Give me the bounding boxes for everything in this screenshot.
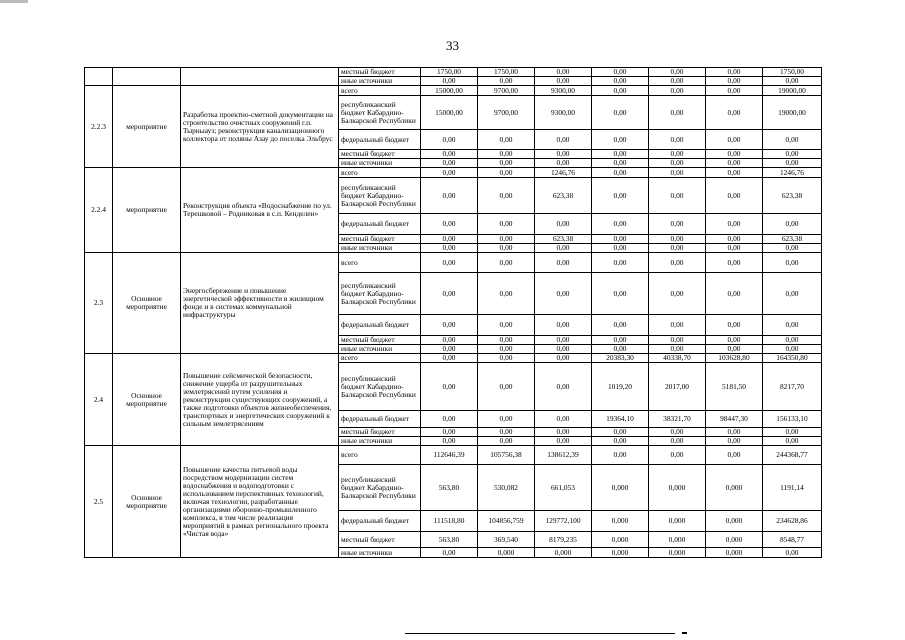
value-cell: 40338,70 xyxy=(649,354,706,363)
value-cell: 0,000 xyxy=(649,548,706,558)
value-cell: 0,00 xyxy=(592,130,649,150)
value-cell: 5181,50 xyxy=(706,363,763,411)
value-cell: 0,000 xyxy=(706,511,763,532)
value-cell: 0,00 xyxy=(763,130,822,150)
value-cell: 0,00 xyxy=(706,130,763,150)
value-cell: 0,00 xyxy=(592,446,649,465)
value-cell: 0,00 xyxy=(592,244,649,253)
value-cell: 1750,00 xyxy=(763,68,822,77)
value-cell: 0,00 xyxy=(478,354,535,363)
value-cell: 0,00 xyxy=(478,428,535,437)
source-label: иные источники xyxy=(339,77,421,86)
value-cell: 0,00 xyxy=(592,345,649,354)
value-cell: 0,00 xyxy=(421,548,478,558)
value-cell: 0,00 xyxy=(649,150,706,159)
item-description: Повышение сейсмической безопасности, снижение ущерба от разрушительных землетрясений путем усиления и реконструкции существующих сооружений, а также подготовки объектов жизнеобеспечения, транспортных и энергетических сооружений к сильным землетрясениям xyxy=(181,354,339,446)
value-cell: 0,00 xyxy=(592,437,649,446)
value-cell: 0,00 xyxy=(649,273,706,315)
value-cell: 1019,20 xyxy=(592,363,649,411)
value-cell: 0,00 xyxy=(592,159,649,168)
budget-table xyxy=(84,67,822,558)
value-cell: 0,00 xyxy=(592,150,649,159)
footer-rule xyxy=(405,633,675,634)
item-number: 2.5 xyxy=(85,446,113,558)
value-cell: 0,00 xyxy=(421,253,478,273)
value-cell: 0,00 xyxy=(592,428,649,437)
value-cell: 0,00 xyxy=(649,130,706,150)
value-cell: 0,00 xyxy=(478,178,535,214)
value-cell: 0,000 xyxy=(706,548,763,558)
empty-cell xyxy=(85,68,113,86)
value-cell: 105756,38 xyxy=(478,446,535,465)
value-cell: 0,00 xyxy=(763,214,822,235)
value-cell: 0,00 xyxy=(535,159,592,168)
item-type: мероприятие xyxy=(113,86,181,168)
source-label: иные источники xyxy=(339,548,421,558)
item-type: мероприятие xyxy=(113,168,181,253)
value-cell: 0,00 xyxy=(763,77,822,86)
value-cell: 0,00 xyxy=(421,244,478,253)
value-cell: 0,00 xyxy=(706,244,763,253)
source-label: местный бюджет xyxy=(339,336,421,345)
source-label: федеральный бюджет xyxy=(339,130,421,150)
table-row xyxy=(85,68,822,77)
value-cell: 623,38 xyxy=(535,178,592,214)
value-cell: 0,00 xyxy=(535,336,592,345)
value-cell: 0,00 xyxy=(535,345,592,354)
value-cell: 19364,10 xyxy=(592,411,649,428)
value-cell: 0,00 xyxy=(421,363,478,411)
value-cell: 0,00 xyxy=(421,214,478,235)
source-label: республиканский бюджет Кабардино-Балкарской Республики xyxy=(339,178,421,214)
value-cell: 0,00 xyxy=(763,273,822,315)
table-row xyxy=(85,354,822,363)
source-label: иные источники xyxy=(339,345,421,354)
value-cell: 0,00 xyxy=(592,235,649,244)
value-cell: 0,00 xyxy=(592,86,649,96)
value-cell: 369,540 xyxy=(478,532,535,548)
value-cell: 0,00 xyxy=(478,130,535,150)
value-cell: 9700,00 xyxy=(478,86,535,96)
value-cell: 0,00 xyxy=(649,96,706,130)
scan-corner-mark xyxy=(0,0,28,3)
value-cell: 0,00 xyxy=(592,178,649,214)
value-cell: 0,00 xyxy=(649,214,706,235)
value-cell: 661,053 xyxy=(535,465,592,511)
source-label: всего xyxy=(339,86,421,96)
value-cell: 0,00 xyxy=(763,548,822,558)
value-cell: 0,00 xyxy=(592,214,649,235)
value-cell: 0,00 xyxy=(535,273,592,315)
value-cell: 244368,77 xyxy=(763,446,822,465)
value-cell: 156133,10 xyxy=(763,411,822,428)
source-label: республиканский бюджет Кабардино-Балкарской Республики xyxy=(339,363,421,411)
value-cell: 0,00 xyxy=(649,68,706,77)
value-cell: 112646,39 xyxy=(421,446,478,465)
source-label: иные источники xyxy=(339,244,421,253)
value-cell: 0,00 xyxy=(478,150,535,159)
value-cell: 8548,77 xyxy=(763,532,822,548)
value-cell: 0,000 xyxy=(649,532,706,548)
value-cell: 0,00 xyxy=(421,273,478,315)
value-cell: 0,00 xyxy=(706,96,763,130)
source-label: всего xyxy=(339,354,421,363)
value-cell: 0,00 xyxy=(535,150,592,159)
value-cell: 0,00 xyxy=(706,446,763,465)
value-cell: 0,00 xyxy=(592,336,649,345)
value-cell: 0,00 xyxy=(478,336,535,345)
item-description: Энергосбережение и повышение энергетической эффективности в жилищном фонде и в системах коммунальной инфраструктуры xyxy=(181,253,339,354)
source-label: всего xyxy=(339,446,421,465)
value-cell: 0,00 xyxy=(763,253,822,273)
value-cell: 0,00 xyxy=(763,345,822,354)
value-cell: 0,00 xyxy=(649,446,706,465)
value-cell: 9300,00 xyxy=(535,86,592,96)
value-cell: 0,00 xyxy=(592,168,649,178)
value-cell: 8217,70 xyxy=(763,363,822,411)
value-cell: 0,00 xyxy=(763,428,822,437)
item-number: 2.4 xyxy=(85,354,113,446)
value-cell: 0,00 xyxy=(592,68,649,77)
value-cell: 0,00 xyxy=(649,168,706,178)
item-number: 2.2.4 xyxy=(85,168,113,253)
value-cell: 0,00 xyxy=(706,253,763,273)
value-cell: 129772,100 xyxy=(535,511,592,532)
value-cell: 0,00 xyxy=(649,253,706,273)
value-cell: 0,00 xyxy=(421,411,478,428)
value-cell: 0,00 xyxy=(706,168,763,178)
value-cell: 0,00 xyxy=(478,411,535,428)
value-cell: 20383,30 xyxy=(592,354,649,363)
value-cell: 15000,00 xyxy=(421,96,478,130)
value-cell: 0,00 xyxy=(421,178,478,214)
value-cell: 0,000 xyxy=(592,548,649,558)
source-label: местный бюджет xyxy=(339,532,421,548)
item-description: Повышение качества питьевой воды посредством модернизации систем водоснабжения и водоподготовки с использованием перспективных технологий, включая технологии, разработанные организациями оборонно-промышленного комплекса, в том числе реализация мероприятий в рамках регионального проекта «Чистая вода» xyxy=(181,446,339,558)
value-cell: 0,00 xyxy=(478,244,535,253)
value-cell: 0,00 xyxy=(478,437,535,446)
value-cell: 98447,30 xyxy=(706,411,763,428)
value-cell: 2017,00 xyxy=(649,363,706,411)
value-cell: 623,38 xyxy=(763,235,822,244)
value-cell: 1750,00 xyxy=(478,68,535,77)
value-cell: 0,000 xyxy=(706,465,763,511)
value-cell: 0,00 xyxy=(649,178,706,214)
value-cell: 0,00 xyxy=(706,68,763,77)
value-cell: 0,00 xyxy=(478,345,535,354)
value-cell: 0,000 xyxy=(649,511,706,532)
value-cell: 0,00 xyxy=(535,411,592,428)
item-type: Основное мероприятие xyxy=(113,446,181,558)
value-cell: 0,00 xyxy=(706,235,763,244)
source-label: федеральный бюджет xyxy=(339,315,421,336)
value-cell: 0,00 xyxy=(421,159,478,168)
value-cell: 0,00 xyxy=(592,96,649,130)
value-cell: 0,00 xyxy=(535,315,592,336)
item-type: Основное мероприятие xyxy=(113,354,181,446)
source-label: республиканский бюджет Кабардино-Балкарской Республики xyxy=(339,96,421,130)
value-cell: 0,00 xyxy=(763,150,822,159)
value-cell: 0,00 xyxy=(535,214,592,235)
value-cell: 0,00 xyxy=(649,159,706,168)
value-cell: 530,082 xyxy=(478,465,535,511)
value-cell: 0,000 xyxy=(592,511,649,532)
value-cell: 0,00 xyxy=(706,77,763,86)
value-cell: 0,00 xyxy=(421,150,478,159)
value-cell: 234628,86 xyxy=(763,511,822,532)
value-cell: 0,000 xyxy=(478,548,535,558)
value-cell: 0,00 xyxy=(592,315,649,336)
source-label: иные источники xyxy=(339,159,421,168)
value-cell: 0,00 xyxy=(649,336,706,345)
value-cell: 164350,80 xyxy=(763,354,822,363)
source-label: республиканский бюджет Кабардино-Балкарской Республики xyxy=(339,465,421,511)
value-cell: 0,00 xyxy=(478,315,535,336)
value-cell: 19000,00 xyxy=(763,86,822,96)
source-label: федеральный бюджет xyxy=(339,511,421,532)
empty-cell xyxy=(181,68,339,86)
value-cell: 0,00 xyxy=(706,437,763,446)
value-cell: 623,38 xyxy=(535,235,592,244)
value-cell: 0,00 xyxy=(535,77,592,86)
value-cell: 0,00 xyxy=(478,77,535,86)
empty-cell xyxy=(113,68,181,86)
value-cell: 623,38 xyxy=(763,178,822,214)
value-cell: 0,00 xyxy=(535,428,592,437)
value-cell: 0,000 xyxy=(706,532,763,548)
value-cell: 0,00 xyxy=(592,273,649,315)
value-cell: 0,00 xyxy=(421,437,478,446)
value-cell: 0,00 xyxy=(649,235,706,244)
value-cell: 138612,39 xyxy=(535,446,592,465)
value-cell: 0,00 xyxy=(421,336,478,345)
value-cell: 8179,235 xyxy=(535,532,592,548)
value-cell: 0,00 xyxy=(649,77,706,86)
item-number: 2.3 xyxy=(85,253,113,354)
value-cell: 563,80 xyxy=(421,465,478,511)
value-cell: 0,000 xyxy=(592,465,649,511)
source-label: местный бюджет xyxy=(339,235,421,244)
value-cell: 0,00 xyxy=(535,354,592,363)
source-label: всего xyxy=(339,168,421,178)
source-label: иные источники xyxy=(339,437,421,446)
item-number: 2.2.3 xyxy=(85,86,113,168)
value-cell: 0,000 xyxy=(535,548,592,558)
value-cell: 1246,76 xyxy=(763,168,822,178)
table-row xyxy=(85,446,822,465)
value-cell: 0,000 xyxy=(592,532,649,548)
value-cell: 9700,00 xyxy=(478,96,535,130)
value-cell: 0,00 xyxy=(478,253,535,273)
footer-dash xyxy=(682,632,687,634)
value-cell: 0,00 xyxy=(592,77,649,86)
source-label: федеральный бюджет xyxy=(339,411,421,428)
value-cell: 0,00 xyxy=(706,150,763,159)
value-cell: 1191,14 xyxy=(763,465,822,511)
value-cell: 0,00 xyxy=(478,168,535,178)
value-cell: 0,00 xyxy=(649,345,706,354)
value-cell: 0,00 xyxy=(649,315,706,336)
item-type: Основное мероприятие xyxy=(113,253,181,354)
source-label: местный бюджет xyxy=(339,150,421,159)
value-cell: 0,00 xyxy=(421,345,478,354)
value-cell: 1246,76 xyxy=(535,168,592,178)
value-cell: 0,00 xyxy=(649,244,706,253)
value-cell: 104856,759 xyxy=(478,511,535,532)
value-cell: 0,00 xyxy=(763,437,822,446)
value-cell: 0,00 xyxy=(421,235,478,244)
item-description: Разработка проектно-сметной документации на строительство очистных сооружений г.п. Тырныауз; реконструкция канализационного коллектора от поляны Азау до поселка Эльбрус xyxy=(181,86,339,168)
source-label: республиканский бюджет Кабардино-Балкарской Республики xyxy=(339,273,421,315)
value-cell: 0,00 xyxy=(421,77,478,86)
value-cell: 0,00 xyxy=(535,244,592,253)
value-cell: 0,00 xyxy=(763,336,822,345)
value-cell: 0,00 xyxy=(763,315,822,336)
value-cell: 0,00 xyxy=(478,363,535,411)
source-label: всего xyxy=(339,253,421,273)
value-cell: 103628,80 xyxy=(706,354,763,363)
value-cell: 0,00 xyxy=(478,273,535,315)
value-cell: 0,00 xyxy=(478,235,535,244)
value-cell: 0,00 xyxy=(421,130,478,150)
table-row xyxy=(85,168,822,178)
value-cell: 0,00 xyxy=(535,363,592,411)
value-cell: 0,00 xyxy=(478,214,535,235)
value-cell: 0,00 xyxy=(592,253,649,273)
value-cell: 0,00 xyxy=(649,428,706,437)
value-cell: 0,000 xyxy=(649,465,706,511)
value-cell: 0,00 xyxy=(706,159,763,168)
value-cell: 0,00 xyxy=(421,315,478,336)
value-cell: 0,00 xyxy=(535,253,592,273)
source-label: местный бюджет xyxy=(339,428,421,437)
value-cell: 0,00 xyxy=(421,428,478,437)
value-cell: 0,00 xyxy=(649,86,706,96)
value-cell: 38321,70 xyxy=(649,411,706,428)
value-cell: 0,00 xyxy=(706,273,763,315)
value-cell: 15000,00 xyxy=(421,86,478,96)
value-cell: 0,00 xyxy=(763,159,822,168)
value-cell: 0,00 xyxy=(649,437,706,446)
value-cell: 0,00 xyxy=(706,178,763,214)
value-cell: 0,00 xyxy=(421,354,478,363)
source-label: федеральный бюджет xyxy=(339,214,421,235)
value-cell: 1750,00 xyxy=(421,68,478,77)
item-description: Реконструкция объекта «Водоснабжение по ул. Терешковой – Родниковая в с.п. Кенделен» xyxy=(181,168,339,253)
value-cell: 0,00 xyxy=(535,437,592,446)
value-cell: 0,00 xyxy=(706,315,763,336)
table-row xyxy=(85,86,822,96)
value-cell: 0,00 xyxy=(706,214,763,235)
value-cell: 19000,00 xyxy=(763,96,822,130)
value-cell: 0,00 xyxy=(706,345,763,354)
value-cell: 0,00 xyxy=(706,428,763,437)
value-cell: 0,00 xyxy=(478,159,535,168)
value-cell: 9300,00 xyxy=(535,96,592,130)
value-cell: 0,00 xyxy=(535,68,592,77)
value-cell: 111518,80 xyxy=(421,511,478,532)
value-cell: 0,00 xyxy=(706,86,763,96)
value-cell: 0,00 xyxy=(421,168,478,178)
value-cell: 0,00 xyxy=(535,130,592,150)
value-cell: 0,00 xyxy=(763,244,822,253)
table-row xyxy=(85,253,822,273)
value-cell: 563,80 xyxy=(421,532,478,548)
source-label: местный бюджет xyxy=(339,68,421,77)
value-cell: 0,00 xyxy=(706,336,763,345)
page-number: 33 xyxy=(446,38,459,53)
